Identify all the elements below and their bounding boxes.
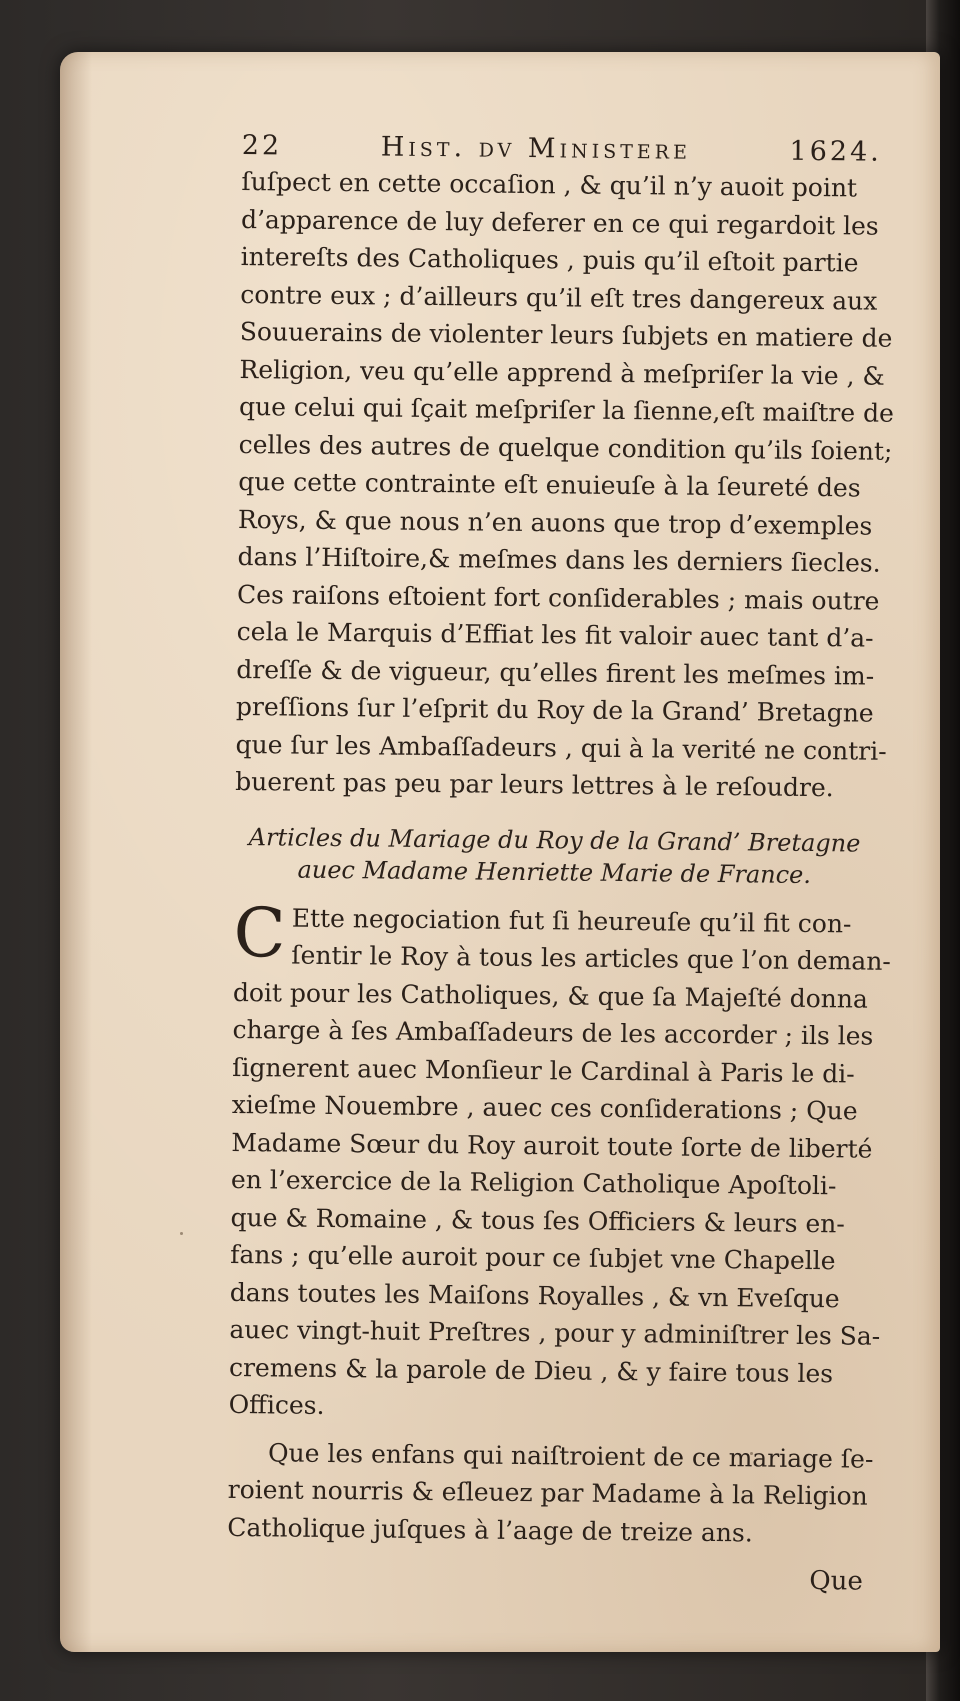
paragraph-1	[235, 163, 895, 807]
text-line: intereſts des Catholiques , puis qu’il eſtoit partie	[240, 241, 859, 278]
text-line: roient nourris & eſleuez par Madame à la Religion	[227, 1474, 868, 1511]
text-line: celles des autres de quelque condition qu’ils ſoient;	[238, 429, 893, 466]
text-line: Souuerains de violenter leurs ſubjets en matiere de	[239, 316, 893, 353]
text-line: ſentir le Roy à tous les articles que l’on deman-	[291, 940, 891, 976]
text-line: dans l’Hiſtoire,& meſmes dans les derniers ſiecles.	[237, 541, 881, 578]
running-year: 1624.	[789, 135, 882, 168]
page-text	[227, 130, 895, 1597]
text-line: d’apparence de luy deferer en ce qui regardoit les	[240, 204, 879, 241]
paragraph-3	[227, 1433, 874, 1552]
text-line: Que les enfans qui naiſtroient de ce mariage ſe-	[268, 1437, 874, 1474]
text-line: xieſme Nouembre , auec ces conſiderations ; Que	[231, 1089, 858, 1126]
running-head	[242, 130, 882, 168]
text-line: que & Romaine , & tous ſes Officiers & leurs en-	[230, 1202, 845, 1238]
text-line: cela le Marquis d’Effiat les fit valoir auec tant d’a-	[236, 616, 874, 653]
section-heading	[234, 820, 875, 891]
paper-speck	[180, 1232, 183, 1235]
page-number: 22	[241, 130, 283, 162]
text-line: ſignerent auec Monſieur le Cardinal à Paris le di-	[232, 1052, 855, 1088]
text-line: Catholique juſques à l’aage de treize ans.	[227, 1512, 753, 1547]
text-line: cremens & la parole de Dieu , & y faire tous les	[228, 1352, 834, 1388]
text-line: Madame Sœur du Roy auroit toute ſorte de liberté	[231, 1127, 873, 1164]
text-line: Ette negociation fut ſi heureuſe qu’il fit con-	[291, 903, 852, 938]
text-line: contre eux ; d’ailleurs qu’il eſt tres dangereux aux	[240, 279, 878, 316]
section-heading-line-1: Articles du Mariage du Roy de la Grand’ Bretagne	[248, 822, 861, 858]
text-line: buerent pas peu par leurs lettres à le reſoudre.	[235, 766, 834, 803]
drop-cap: C	[233, 893, 287, 973]
text-line: auec vingt-huit Preſtres , pour y adminiſtrer les Sa-	[229, 1314, 881, 1351]
text-line: que ſur les Ambaſſadeurs , qui à la verité ne contri-	[235, 729, 887, 766]
catchword: Que	[809, 1566, 863, 1597]
text-line: Roys, & que nous n’en auons que trop d’exemples	[237, 504, 873, 541]
text-line: doit pour les Catholiques, & que ſa Majeſté donna	[232, 977, 869, 1014]
text-line: Offices.	[228, 1389, 325, 1420]
section-heading-line-2: auec Madame Henriette Marie de France.	[297, 855, 812, 889]
text-line: Religion, veu qu’elle apprend à meſpriſer la vie , &	[239, 354, 885, 391]
text-line: que celui qui ſçait meſpriſer la ſienne,eſt maiſtre de	[238, 391, 895, 428]
text-line: dans toutes les Maiſons Royalles , & vn Eveſque	[229, 1277, 840, 1313]
text-line: que cette contrainte eſt enuieuſe à la ſeureté des	[238, 466, 861, 503]
text-line: dreſſe & de vigueur, qu’elles firent les meſmes im-	[236, 654, 875, 691]
page-gutter-shadow	[60, 52, 92, 1652]
paragraph-2	[228, 893, 891, 1430]
book-page	[60, 52, 940, 1652]
text-line: ſuſpect en cette occaſion , & qu’il n’y auoit point	[241, 166, 858, 203]
text-line: preſſions ſur l’eſprit du Roy de la Grand’ Bretagne	[235, 691, 874, 728]
text-line: en l’exercice de la Religion Catholique Apoſtoli-	[230, 1164, 837, 1201]
text-line: fans ; qu’elle auroit pour ce ſubjet vne Chapelle	[230, 1239, 836, 1276]
text-line: Ces raiſons eſtoient fort conſiderables ; mais outre	[236, 579, 880, 616]
running-title: Hist. dv Ministere	[380, 131, 692, 166]
text-line: charge à ſes Ambaſſadeurs de les accorder ; ils les	[232, 1014, 874, 1051]
